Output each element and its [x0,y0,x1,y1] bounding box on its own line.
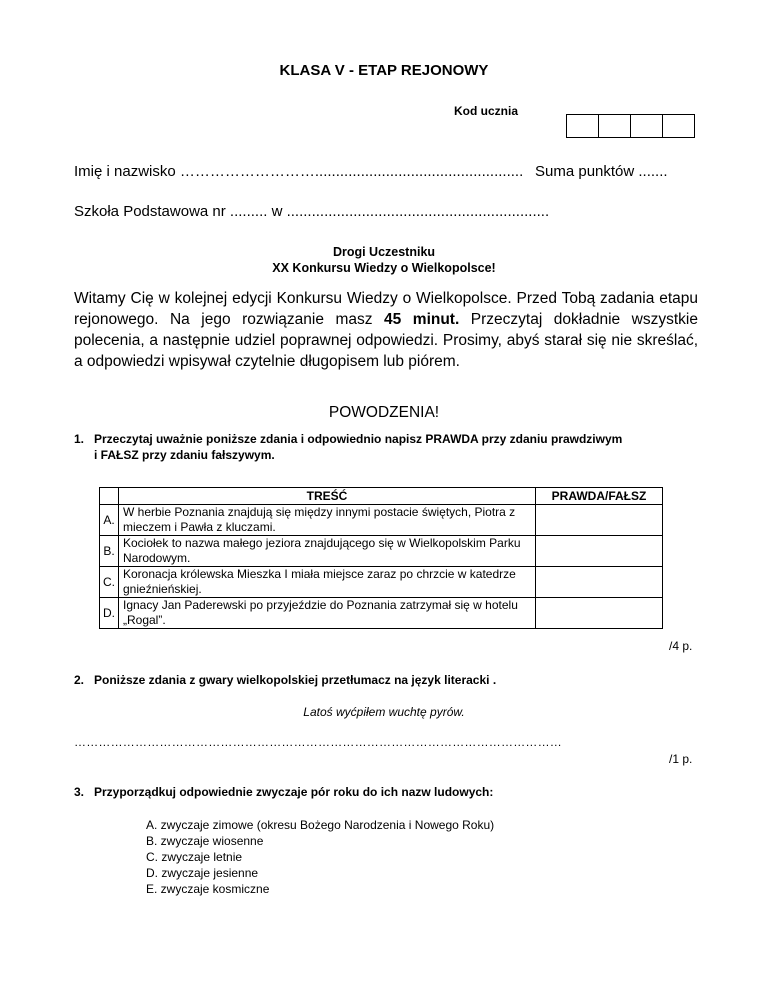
list-item: A. zwyczaje zimowe (okresu Bożego Narodzenia i Nowego Roku) [146,818,495,832]
good-luck-text: POWODZENIA! [328,404,440,421]
task-1-number: 1. [74,432,85,446]
answer-cell[interactable] [536,567,663,598]
answer-cell[interactable] [536,536,663,567]
row-statement: Koronacja królewska Mieszka I miała miejsce zaraz po chrzcie w katedrze gnieźnieńskiej. [119,567,536,598]
page-title: KLASA V - ETAP REJONOWY [279,62,489,79]
table-row [100,505,663,536]
task-2-number: 2. [74,673,85,687]
student-code-label: Kod ucznia [454,104,519,118]
list-item: D. zwyczaje jesienne [146,866,259,880]
name-field[interactable]: Imię i nazwisko ……………………….................................................. [74,163,524,180]
intro-text-part-1: Witamy Cię w kolejnej edycji Konkursu Wiedzy o Wielkopolsce. Przed Tobą zadania etapu rejonowego. Na jego rozwiązanie masz [74,290,698,328]
table-row [100,598,663,629]
table-header-row [100,488,663,505]
row-letter: A. [100,505,119,536]
student-code-box-3[interactable] [630,114,663,138]
task-2-points: /1 p. [669,752,693,766]
task-2-instruction [74,672,496,688]
translation-answer-line[interactable]: ………………………………………………………………………………………………………… [74,735,562,749]
intro-paragraph [74,288,698,372]
student-code-box-2[interactable] [598,114,631,138]
true-false-table [99,487,663,629]
row-letter: C. [100,567,119,598]
table-row [100,567,663,598]
row-letter: D. [100,598,119,629]
student-code-box-1[interactable] [566,114,599,138]
task-1-points: /4 p. [669,639,693,653]
row-statement: W herbie Poznania znajdują się między innymi postacie świętych, Piotra z mieczem i Pawła z kluczami. [119,505,536,536]
points-sum-field[interactable]: Suma punktów ....... [535,163,668,180]
intro-time-limit: 45 minut. [384,311,460,328]
task-3-text: Przyporządkuj odpowiednie zwyczaje pór roku do ich nazw ludowych: [94,785,494,799]
row-statement: Ignacy Jan Paderewski po przyjeździe do Poznania zatrzymał się w hotelu „Rogal”. [119,598,536,629]
table-row [100,536,663,567]
row-letter: B. [100,536,119,567]
answer-cell[interactable] [536,598,663,629]
greeting-line-2: XX Konkursu Wiedzy o Wielkopolsce! [272,261,496,275]
task-1-line-1: Przeczytaj uważnie poniższe zdania i odpowiednio napisz PRAWDA przy zdaniu prawdziwym [94,432,623,446]
customs-options-list [146,817,494,897]
task-3-instruction [74,784,493,800]
intro-text-part-2: Przeczytaj dokładnie wszystkie polecenia, a następnie udziel poprawnej odpowiedzi. Prosimy, abyś starał się nie skreślać, a odpowiedzi wpisywał czytelnie długopisem lub piórem. [74,311,698,370]
row-statement: Kociołek to nazwa małego jeziora znajdującego się w Wielkopolskim Parku Narodowym. [119,536,536,567]
task-1-instruction [74,431,622,463]
task-2-text: Poniższe zdania z gwary wielkopolskiej przetłumacz na język literacki . [94,673,497,687]
task-3-number: 3. [74,785,85,799]
column-header-answer: PRAWDA/FAŁSZ [536,488,663,505]
task-1-line-2: i FAŁSZ przy zdaniu fałszywym. [94,448,275,462]
list-item: B. zwyczaje wiosenne [146,834,264,848]
answer-cell[interactable] [536,505,663,536]
dialect-sentence: Latoś wyćpiłem wuchtę pyrów. [303,705,465,719]
greeting-line-1: Drogi Uczestniku [332,245,436,259]
list-item: E. zwyczaje kosmiczne [146,882,270,896]
student-code-boxes [567,114,695,138]
student-code-box-4[interactable] [662,114,695,138]
school-field[interactable]: Szkoła Podstawowa nr ......... w ............................................................... [74,203,550,220]
column-header-content: TREŚĆ [119,488,536,505]
list-item: C. zwyczaje letnie [146,850,243,864]
